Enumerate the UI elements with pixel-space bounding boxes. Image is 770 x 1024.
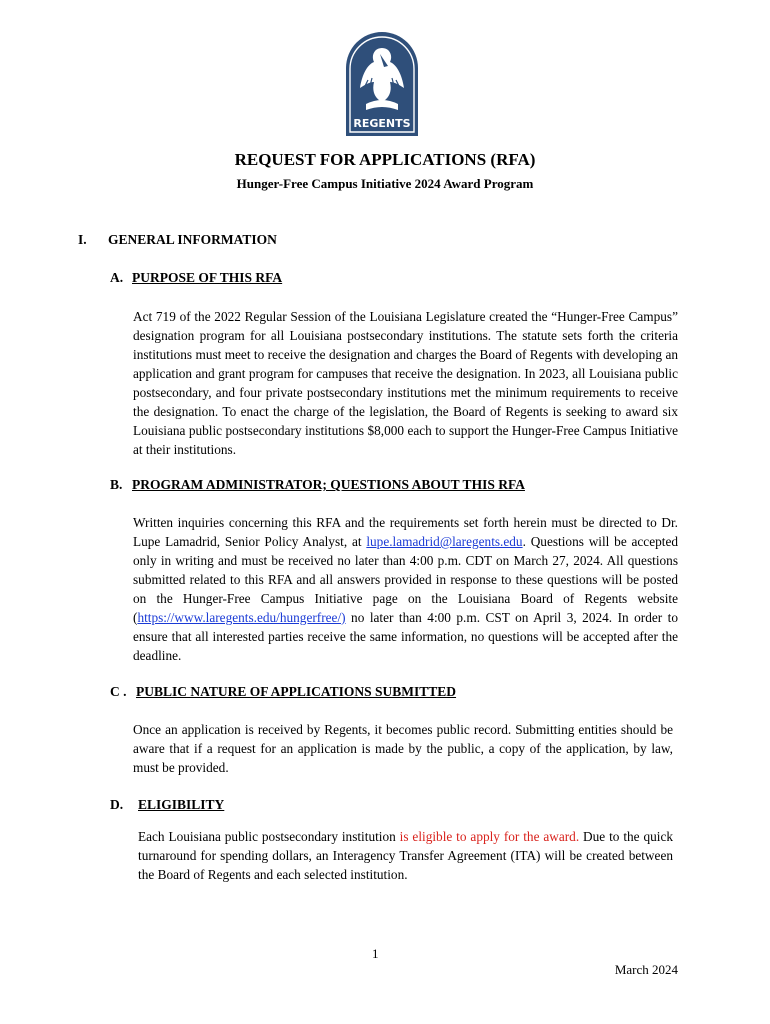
regents-logo xyxy=(344,30,420,138)
section-number: I. xyxy=(78,232,87,247)
website-link[interactable]: https://www.laregents.edu/hungerfree/) xyxy=(137,610,346,625)
document-subtitle: Hunger-Free Campus Initiative 2024 Award Program xyxy=(236,176,534,191)
document-title: REQUEST FOR APPLICATIONS (RFA) xyxy=(234,150,536,169)
email-link[interactable]: lupe.lamadrid@laregents.edu xyxy=(366,534,523,549)
subsection-title: PURPOSE OF THIS RFA xyxy=(132,270,283,285)
subsection-title: PROGRAM ADMINISTRATOR; QUESTIONS ABOUT THIS RFA xyxy=(132,477,525,492)
eligibility-highlight: is eligible to apply for the award. xyxy=(399,829,580,844)
logo-text: REGENTS xyxy=(353,117,411,130)
subsection-title: ELIGIBILITY xyxy=(138,797,225,812)
section-general-information xyxy=(78,232,678,250)
public-nature-paragraph: Once an application is received by Regents, it becomes public record. Submitting entities should be aware that if a request for an application is made by the public, a copy of the application, by law, must be provided. xyxy=(133,722,673,775)
subsection-letter: B. xyxy=(110,477,123,492)
subsection-title: PUBLIC NATURE OF APPLICATIONS SUBMITTED xyxy=(136,684,457,699)
subsection-letter: A. xyxy=(110,270,124,285)
subsection-c-heading xyxy=(110,684,710,702)
subsection-a-heading xyxy=(110,270,710,288)
subsection-b-heading xyxy=(110,477,710,495)
subsection-letter: C . xyxy=(110,684,127,699)
eligibility-paragraph: Each Louisiana public postsecondary institution is eligible to apply for the award. Due to the quick turnaround for spending dollars, an Interagency Transfer Agreement (ITA) will be created between the Board of Regents and each selected institution. xyxy=(138,829,673,882)
administrator-paragraph: Written inquiries concerning this RFA and the requirements set forth herein must be directed to Dr. Lupe Lamadrid, Senior Policy Analyst, at lupe.lamadrid@laregents.edu. Questions will be accepted only in writing and must be received no later than 4:00 p.m. CDT on March 27, 2024. All questions submitted related to this RFA and all answers provided in response to these questions will be posted on the Hunger-Free Campus Initiative page on the Louisiana Board of Regents website (https://www.laregents.edu/hungerfree/) no later than 4:00 p.m. CST on April 3, 2024. In order to ensure that all interested parties receive the same information, no questions will be accepted after the deadline. xyxy=(133,515,679,663)
section-label: GENERAL INFORMATION xyxy=(108,232,277,247)
purpose-paragraph: Act 719 of the 2022 Regular Session of the Louisiana Legislature created the “Hunger-Free Campus” designation program for all Louisiana postsecondary institutions. The statute sets forth the criteria institutions must meet to receive the designation and charges the Board of Regents with developing an application and grant program for campuses that receive the designation. In 2023, all Louisiana public postsecondary, and four private postsecondary institutions met the minimum requirements to receive the designation. To enact the charge of the legislation, the Board of Regents is seeking to award six Louisiana public postsecondary institutions $8,000 each to support the Hunger-Free Campus Initiative at their institutions. xyxy=(133,309,678,457)
subsection-letter: D. xyxy=(110,797,124,812)
footer-date: March 2024 xyxy=(614,962,678,977)
subsection-d-heading xyxy=(110,797,710,815)
page-number: 1 xyxy=(372,946,379,961)
